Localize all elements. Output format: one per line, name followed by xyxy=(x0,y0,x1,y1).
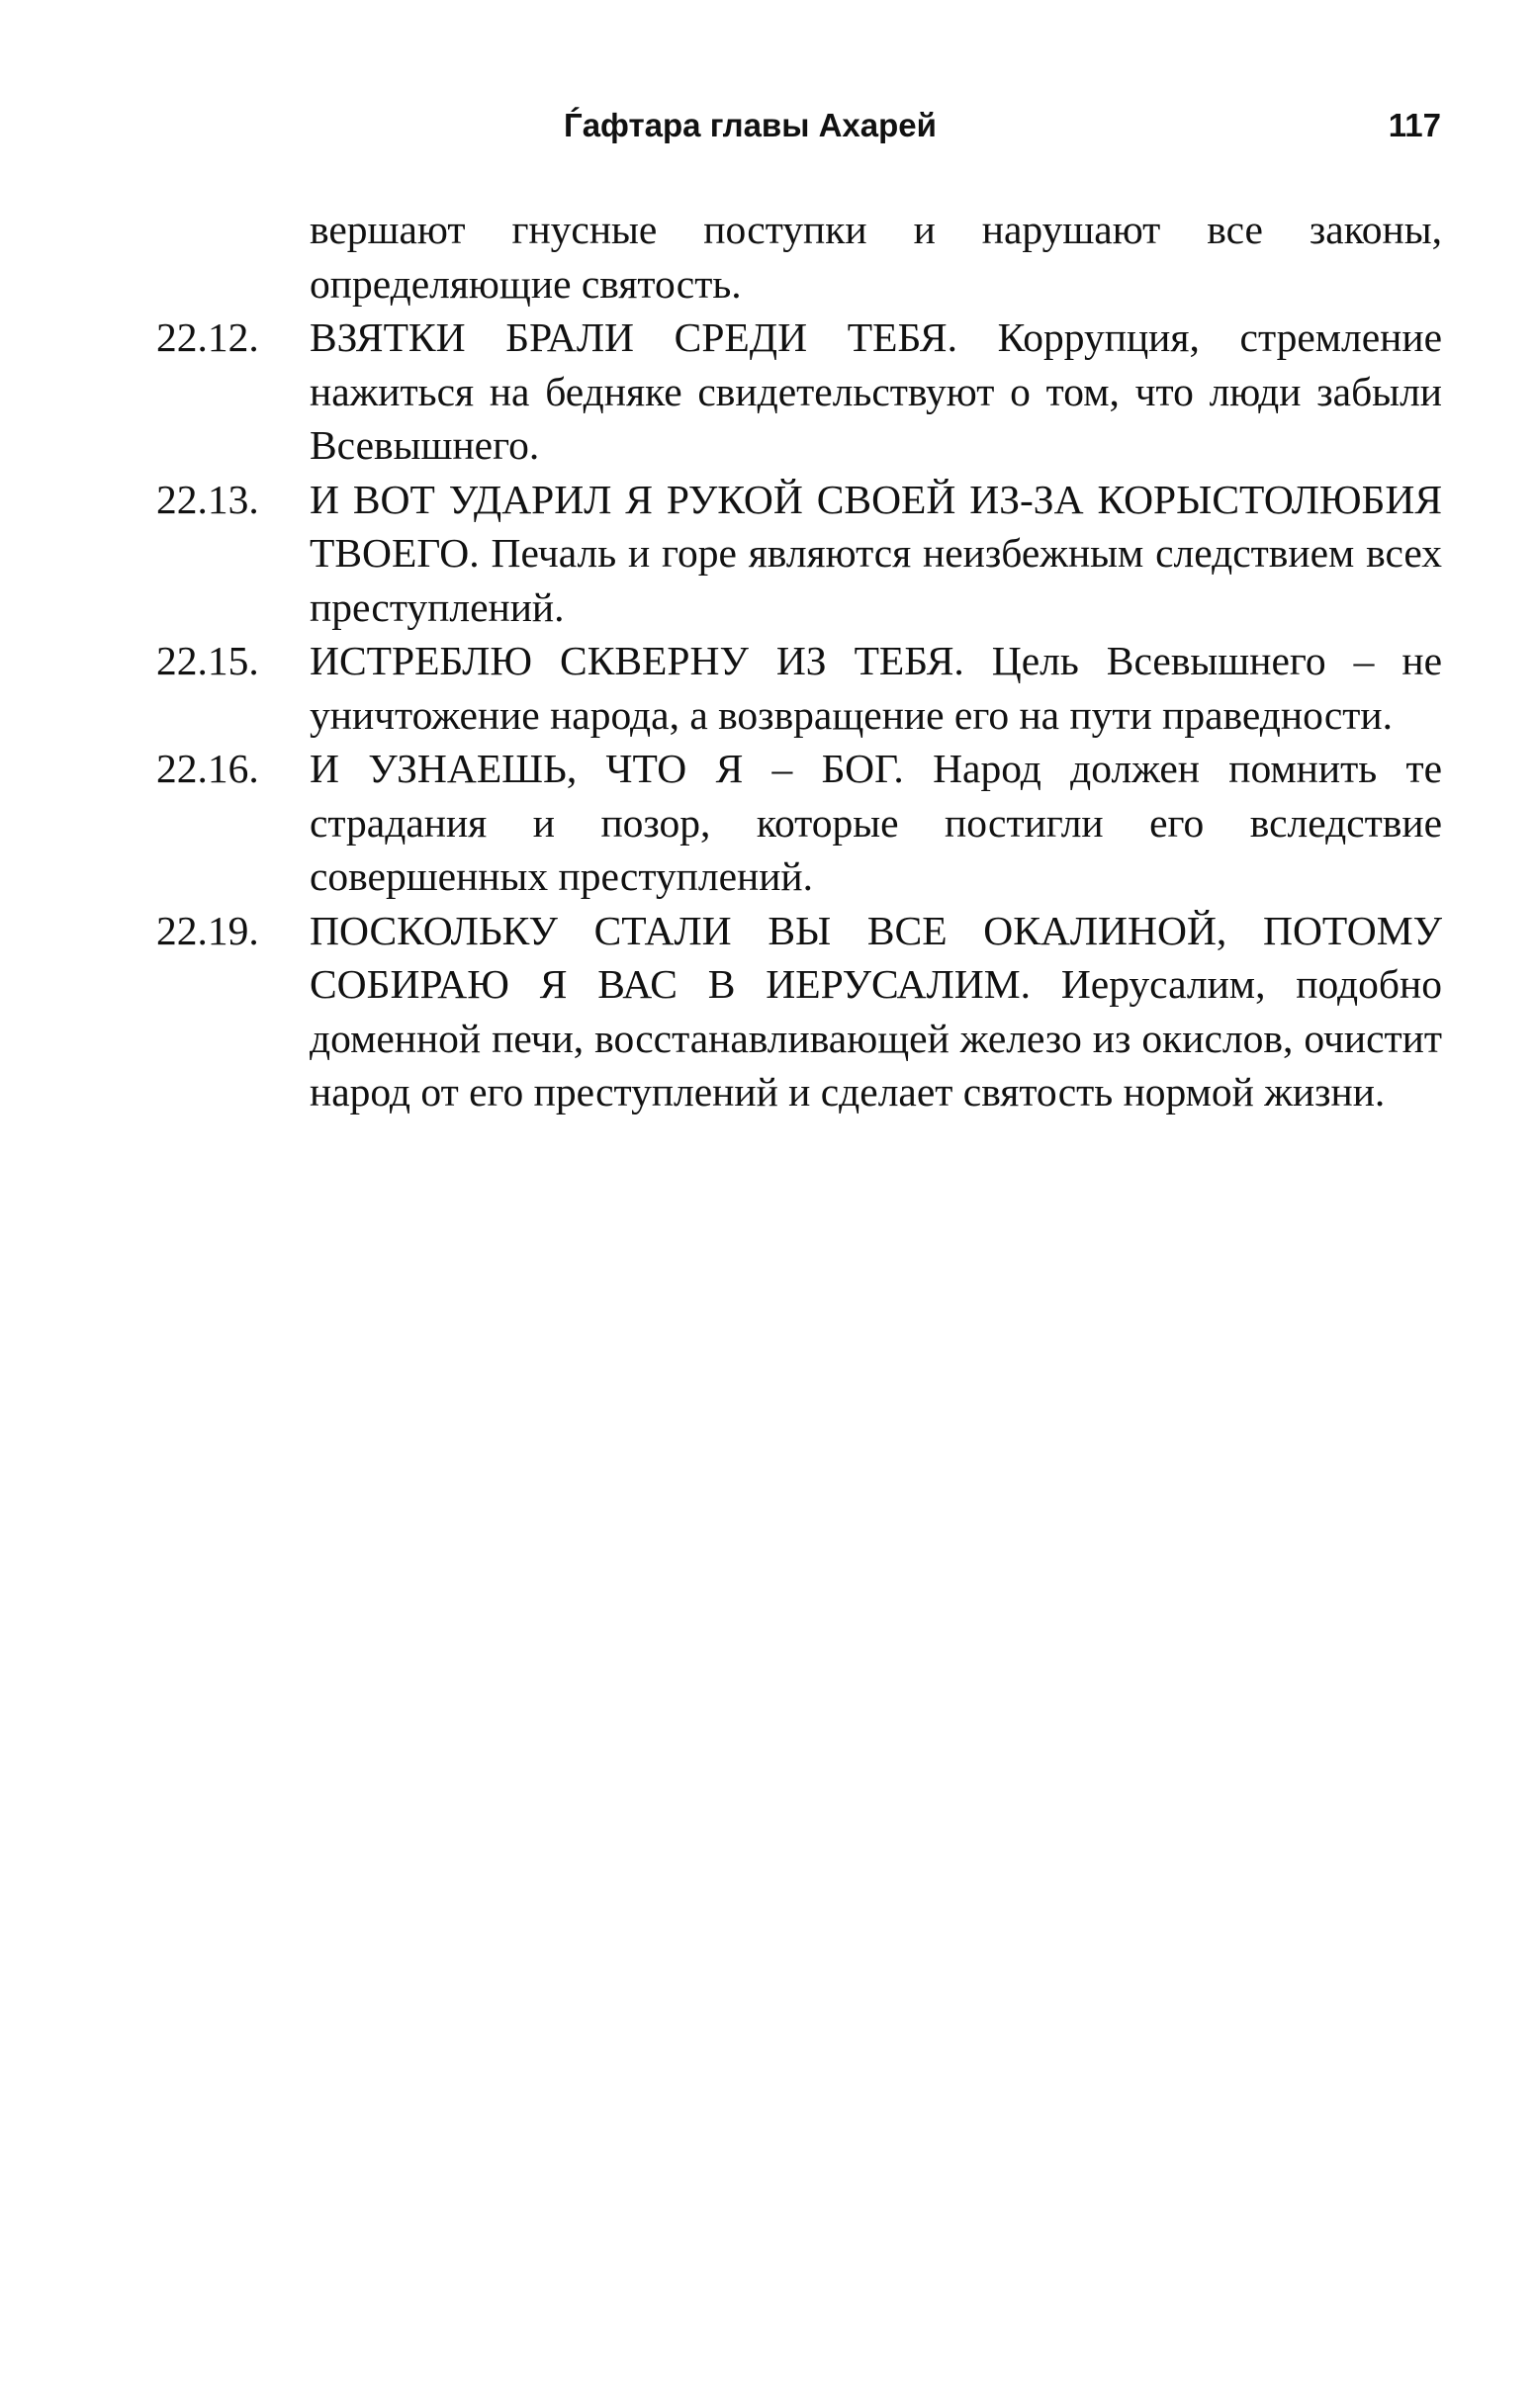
verse-entry xyxy=(156,473,1442,635)
verse-number: 22.16. xyxy=(156,746,259,791)
page-number: 117 xyxy=(1388,107,1441,143)
verse-number: 22.12. xyxy=(156,314,259,360)
continuation-paragraph: вершают гнусные поступки и нарушают все законы, определяющие святость. xyxy=(310,207,1442,307)
verse-entry xyxy=(156,311,1442,473)
verse-entry xyxy=(156,904,1442,1119)
verse-entry xyxy=(156,634,1442,742)
verse-commentary: И УЗНАЕШЬ, ЧТО Я – БОГ. Народ должен помнить те страдания и позор, которые постигли его вследствие совершенных преступлений. xyxy=(310,746,1442,899)
verse-commentary: ИСТРЕБЛЮ СКВЕРНУ ИЗ ТЕБЯ. Цель Всевышнего – не уничтожение народа, а возвращение его на пути праведности. xyxy=(310,638,1442,738)
running-title: Ѓафтара главы Ахарей xyxy=(564,107,937,143)
verse-number: 22.13. xyxy=(156,476,259,522)
verse-commentary: ПОСКОЛЬКУ СТАЛИ ВЫ ВСЕ ОКАЛИНОЙ, ПОТОМУ СОБИРАЮ Я ВАС В ИЕРУСАЛИМ. Иерусалим, подобно доменной печи, восстанавливающей железо из окислов, очистит народ от его преступлений и сделает святость нормой жизни. xyxy=(310,907,1442,1115)
verse-number: 22.15. xyxy=(156,638,259,683)
verse-entry xyxy=(156,742,1442,904)
running-head xyxy=(0,107,1537,156)
verse-commentary: ВЗЯТКИ БРАЛИ СРЕДИ ТЕБЯ. Коррупция, стремление нажиться на бедняке свидетельствуют о том, что люди забыли Всевышнего. xyxy=(310,314,1442,468)
page-body xyxy=(156,203,1442,1119)
verse-commentary: И ВОТ УДАРИЛ Я РУКОЙ СВОЕЙ ИЗ-ЗА КОРЫСТОЛЮБИЯ ТВОЕГО. Печаль и горе являются неизбежным следствием всех преступлений. xyxy=(310,476,1442,630)
verse-number: 22.19. xyxy=(156,907,259,953)
